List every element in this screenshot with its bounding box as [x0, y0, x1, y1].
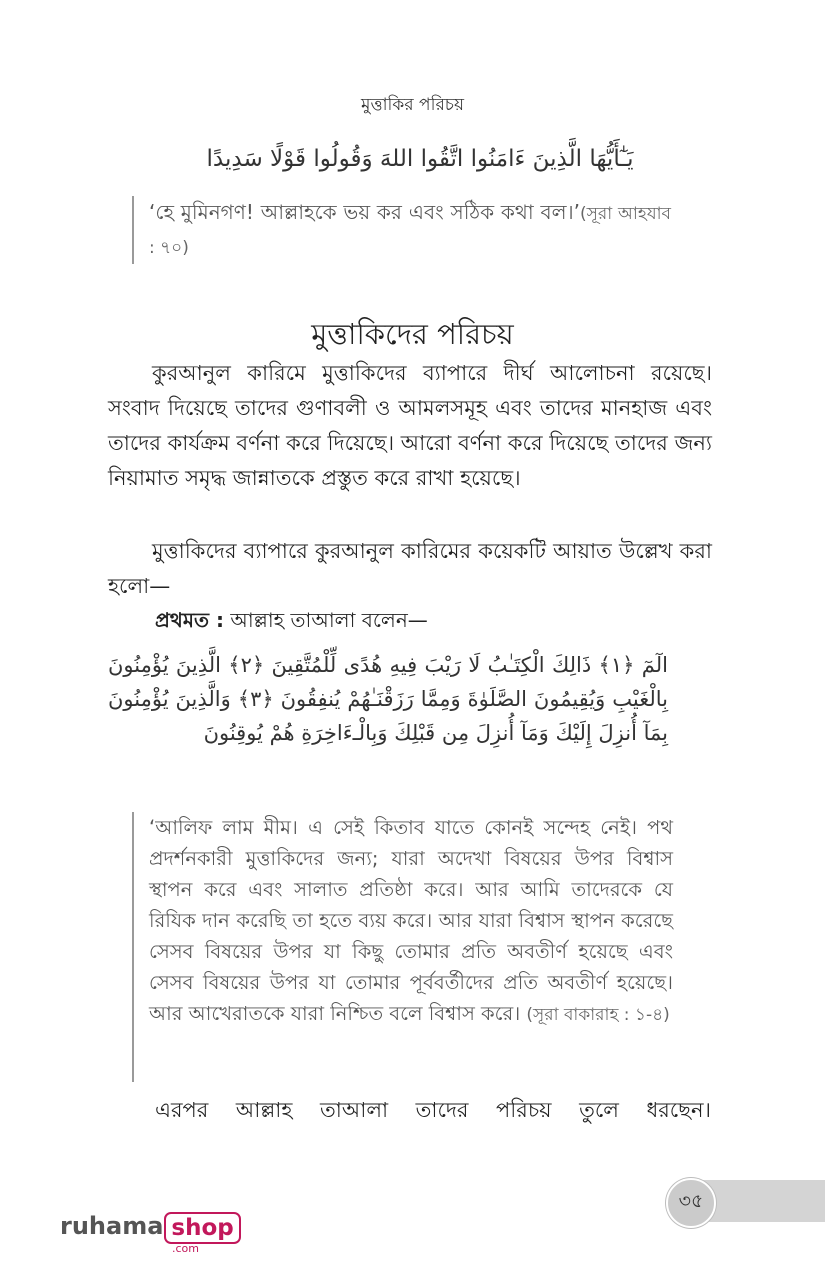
- subheading-label: প্রথমত :: [155, 608, 224, 632]
- page-number: ৩৫: [666, 1178, 716, 1228]
- section-title: মুত্তাকিদের পরিচয়: [311, 317, 514, 351]
- translation-text: ‘হে মুমিনগণ! আল্লাহকে ভয় কর এবং সঠিক কথা বল।’: [149, 200, 581, 224]
- arabic-ayah-baqarah: الٓمٓ ﴿١﴾ ذَالِكَ الْكِتَـٰبُ لَا رَيْبَ فِيهِ هُدًى لِّلْمُتَّقِينَ ﴿٢﴾ الَّذِينَ يُؤْمِنُونَ بِالْغَيْبِ وَيُقِيمُونَ الصَّلَوٰةَ وَمِمَّا رَزَقْنَـٰهُمْ يُنفِقُونَ ﴿٣﴾ وَالَّذِينَ يُؤْمِنُونَ بِمَآ أُنزِلَ إِلَيْكَ وَمَآ أُنزِلَ مِن قَبْلِكَ وَبِالْـءَاخِرَةِ هُمْ يُوقِنُونَ: [108, 653, 668, 745]
- arabic-ayah-ahzab: يَـٰٓأَيُّهَا الَّذِينَ ءَامَنُوا اتَّقُوا اللهَ وَقُولُوا قَوْلًا سَدِيدًا: [206, 146, 634, 172]
- translation-quote-ahzab: [132, 196, 671, 264]
- watermark-domain: .com: [172, 1242, 199, 1255]
- surah-reference: (সূরা আহযাব : ৭০): [149, 204, 671, 258]
- subheading-text: আল্লাহ তাআলা বলেন—: [230, 608, 428, 632]
- paragraph-ayat-intro: [108, 534, 712, 604]
- watermark-shop-box: shop: [164, 1212, 240, 1244]
- closing-paragraph: এরপর আল্লাহ তাআলা তাদের পরিচয় তুলে ধরছেন।: [155, 1098, 711, 1122]
- publisher-watermark: [60, 1212, 241, 1256]
- subheading-first: [155, 606, 428, 639]
- running-header: মুত্তাকির পরিচয়: [361, 95, 464, 115]
- paragraph-intro: [108, 356, 712, 496]
- translation-text: ‘আলিফ লাম মীম। এ সেই কিতাব যাতে কোনই সন্দেহ নেই। পথ প্রদর্শনকারী মুত্তাকিদের জন্য; যারা অদেখা বিষয়ের উপর বিশ্বাস স্থাপন করে এবং সালাত প্রতিষ্ঠা করে। আর আমি তাদেরকে যে রিযিক দান করেছি তা হতে ব্যয় করে। আর যারা বিশ্বাস স্থাপন করেছে সেসব বিষয়ের উপর যা কিছু তোমার প্রতি অবতীর্ণ হয়েছে এবং সেসব বিষয়ের উপর যা তোমার পূর্ববর্তীদের প্রতি অবতীর্ণ হয়েছে। আর আখেরাতকে যারা নিশ্চিত বলে বিশ্বাস করে।: [149, 816, 673, 1025]
- watermark-word: ruhama: [60, 1212, 164, 1240]
- translation-quote-baqarah: [132, 812, 673, 1082]
- surah-reference: (সূরা বাকারাহ : ১-৪): [526, 1005, 670, 1025]
- paragraph-ayat-text: মুত্তাকিদের ব্যাপারে কুরআনুল কারিমের কয়েকটি আয়াত উল্লেখ করা হলো—: [108, 539, 712, 598]
- paragraph-intro-text: কুরআনুল কারিমে মুত্তাকিদের ব্যাপারে দীর্ঘ আলোচনা রয়েছে। সংবাদ দিয়েছে তাদের গুণাবলী ও আমলসমূহ এবং তাদের মানহাজ এবং তাদের কার্যক্রম বর্ণনা করে দিয়েছে। আরো বর্ণনা করে দিয়েছে তাদের জন্য নিয়ামাত সমৃদ্ধ জান্নাতকে প্রস্তুত করে রাখা হয়েছে।: [108, 361, 712, 490]
